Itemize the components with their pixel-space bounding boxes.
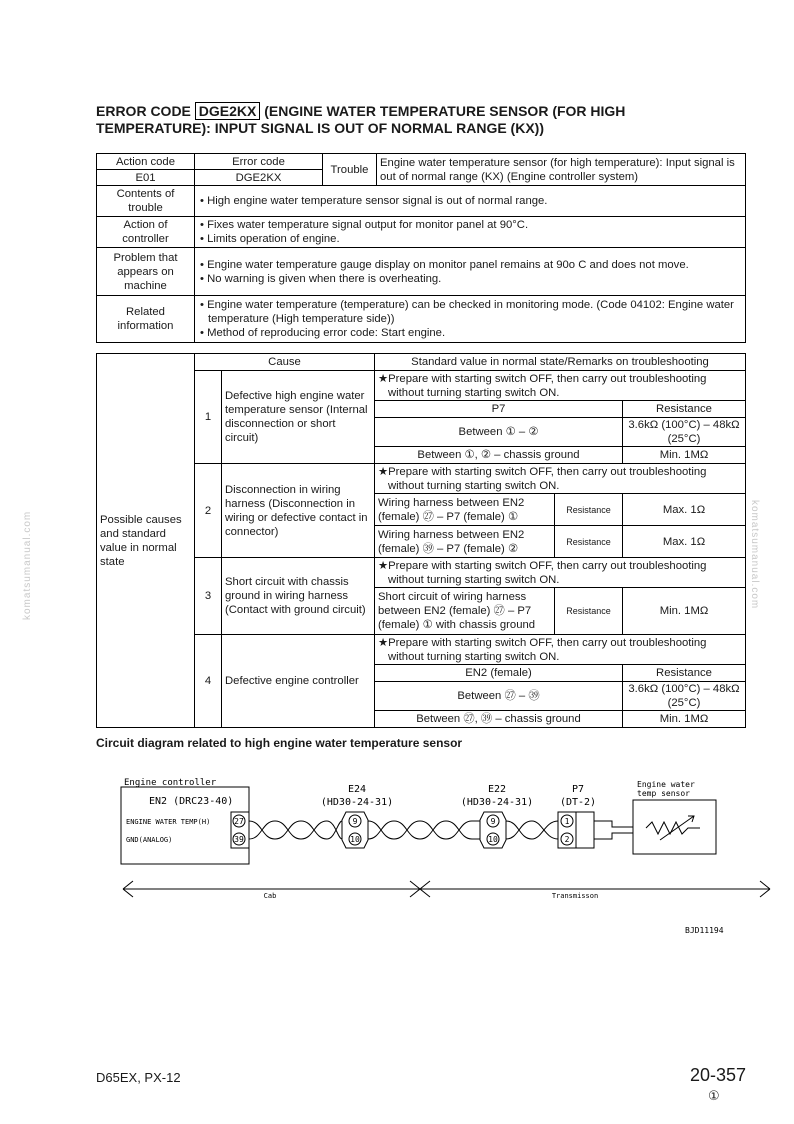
title-prefix: ERROR CODE [96, 103, 191, 119]
trouble-text: Engine water temperature sensor (for high temperature): Input signal is out of normal range (KX) (Engine controller system) [377, 154, 746, 186]
pin-10b-marker [487, 833, 499, 845]
cause-no: 3 [195, 558, 222, 635]
p7-connector [558, 812, 576, 848]
sensor-wire-1 [594, 821, 633, 827]
measure-point: Between ①, ② – chassis ground [375, 447, 623, 464]
signal-2-label: GND(ANALOG) [126, 836, 173, 844]
pin-1-marker [561, 815, 573, 827]
circuit-title: Circuit diagram related to high engine water temperature sensor [96, 736, 463, 750]
measure-point: Between ㉗ – ㊴ [375, 682, 623, 711]
signal-1-label: ENGINE WATER TEMP(H) [126, 818, 211, 826]
cause-text: Defective engine controller [222, 635, 375, 728]
error-code-label: Error code [195, 154, 323, 170]
p7-type: (DT-2) [559, 797, 597, 808]
causes-table [96, 353, 746, 728]
transmission-span-arrow [420, 881, 770, 897]
measure-point: Between ① – ② [375, 418, 623, 447]
pin-27: 27 [234, 817, 244, 826]
col-head-a: P7 [375, 401, 623, 418]
watermark-right: komatsumanual.com [749, 500, 760, 610]
twisted-wire-2 [368, 821, 480, 839]
thermistor-icon [646, 822, 700, 834]
measure-point: Wiring harness between EN2 (female) ㉗ – P7 (female) ① [375, 494, 555, 526]
measure-point: Wiring harness between EN2 (female) ㊴ – P7 (female) ② [375, 526, 555, 558]
row-label-contents: Contents of trouble [97, 186, 195, 217]
p7-connector-mate [576, 812, 594, 848]
transmission-label: Transmisson [551, 892, 599, 900]
thermistor-arrow-icon [660, 816, 694, 840]
causes-side-label: Possible causes and standard value in normal state [97, 354, 195, 728]
cause-no: 2 [195, 464, 222, 558]
engine-controller-box [121, 787, 249, 864]
standard-value: Max. 1Ω [623, 526, 746, 558]
prepare-note: ★Prepare with starting switch OFF, then carry out troubleshooting without turning starting switch ON. [375, 371, 746, 401]
en2-connector [231, 812, 249, 848]
row-related: • Engine water temperature (temperature) can be checked in monitoring mode. (Code 04102: Engine water temperature (High temperature side)) • Method of reproducing error code: Start engine. [195, 296, 746, 343]
pin-27-marker [233, 815, 245, 827]
measure-method: Resistance [555, 526, 623, 558]
pin-39-marker [233, 833, 245, 845]
cause-header: Cause [195, 354, 375, 371]
cab-span-arrow [123, 881, 420, 897]
e24-type: (HD30-24-31) [320, 797, 394, 808]
standard-value: Min. 1MΩ [623, 447, 746, 464]
en2-label: EN2 (DRC23-40) [149, 796, 234, 807]
sensor-label-2: temp sensor [637, 789, 690, 798]
e22-name: E22 [487, 784, 507, 795]
cause-text: Disconnection in wiring harness (Disconnection in wiring or defective contact in connector) [222, 464, 375, 558]
p7-pin-1: 1 [564, 817, 570, 826]
e24-connector [342, 812, 368, 848]
e24-name: E24 [347, 784, 367, 795]
measure-method: Resistance [555, 588, 623, 635]
measure-point: Short circuit of wiring harness between EN2 (female) ㉗ – P7 (female) ① with chassis ground [375, 588, 555, 635]
measure-point: Between ㉗, ㊴ – chassis ground [375, 711, 623, 728]
pin-2-marker [561, 833, 573, 845]
standard-value: 3.6kΩ (100°C) – 48kΩ (25°C) [623, 682, 746, 711]
title-line2: TEMPERATURE): INPUT SIGNAL IS OUT OF NORMAL RANGE (KX)) [96, 120, 544, 136]
controller-label: Engine controller [124, 778, 217, 788]
row-contents: • High engine water temperature sensor signal is out of normal range. [195, 186, 746, 217]
action-code-value: E01 [97, 170, 195, 186]
twisted-wire-1 [249, 821, 342, 839]
prepare-note: ★Prepare with starting switch OFF, then carry out troubleshooting without turning starting switch ON. [375, 558, 746, 588]
cab-label: Cab [263, 892, 277, 900]
error-code-box: DGE2KX [195, 102, 261, 120]
cause-no: 4 [195, 635, 222, 728]
cause-text: Short circuit with chassis ground in wiring harness (Contact with ground circuit) [222, 558, 375, 635]
pin-39: 39 [234, 835, 244, 844]
pin-9b-marker [487, 815, 499, 827]
p7-name: P7 [571, 784, 585, 795]
standard-value: 3.6kΩ (100°C) – 48kΩ (25°C) [623, 418, 746, 447]
page-title [96, 103, 746, 137]
row-action: • Fixes water temperature signal output for monitor panel at 90°C. • Limits operation of engine. [195, 217, 746, 248]
sensor-label-1: Engine water [637, 780, 695, 789]
cause-text: Defective high engine water temperature sensor (Internal disconnection or short circuit) [222, 371, 375, 464]
col-head-a: EN2 (female) [375, 665, 623, 682]
revision-mark: ① [708, 1088, 720, 1103]
footer-model: D65EX, PX-12 [96, 1070, 181, 1085]
standard-value: Max. 1Ω [623, 494, 746, 526]
cause-no: 1 [195, 371, 222, 464]
standard-value: Min. 1MΩ [623, 711, 746, 728]
p7-pin-2: 2 [564, 835, 570, 844]
action-code-label: Action code [97, 154, 195, 170]
sensor-wire-2 [594, 833, 633, 839]
title-line1: (ENGINE WATER TEMPERATURE SENSOR (FOR HIGH [264, 103, 626, 119]
row-label-problem: Problem that appears on machine [97, 248, 195, 296]
twisted-wire-3 [506, 821, 558, 839]
row-label-action: Action of controller [97, 217, 195, 248]
e22-connector [480, 812, 506, 848]
prepare-note: ★Prepare with starting switch OFF, then carry out troubleshooting without turning starting switch ON. [375, 464, 746, 494]
prepare-note: ★Prepare with starting switch OFF, then carry out troubleshooting without turning starting switch ON. [375, 635, 746, 665]
summary-table [96, 153, 746, 343]
watermark-left: komatsumanual.com [22, 510, 33, 620]
standard-header: Standard value in normal state/Remarks on troubleshooting [375, 354, 746, 371]
row-label-related: Related information [97, 296, 195, 343]
e24-pin-9: 9 [352, 817, 358, 826]
e22-type: (HD30-24-31) [460, 797, 534, 808]
row-problem: • Engine water temperature gauge display on monitor panel remains at 90o C and does not move. • No warning is given when there is overheating. [195, 248, 746, 296]
page-number: 20-357 [689, 1065, 746, 1085]
sensor-box [633, 800, 716, 854]
figure-id: BJD11194 [685, 926, 724, 935]
trouble-label: Trouble [323, 154, 377, 186]
col-head-b: Resistance [623, 665, 746, 682]
pin-10-marker [349, 833, 361, 845]
col-head-b: Resistance [623, 401, 746, 418]
pin-9-marker [349, 815, 361, 827]
e24-pin-10: 10 [350, 835, 360, 844]
measure-method: Resistance [555, 494, 623, 526]
e22-pin-9: 9 [490, 817, 496, 826]
error-code-value: DGE2KX [195, 170, 323, 186]
e22-pin-10: 10 [488, 835, 498, 844]
standard-value: Min. 1MΩ [623, 588, 746, 635]
